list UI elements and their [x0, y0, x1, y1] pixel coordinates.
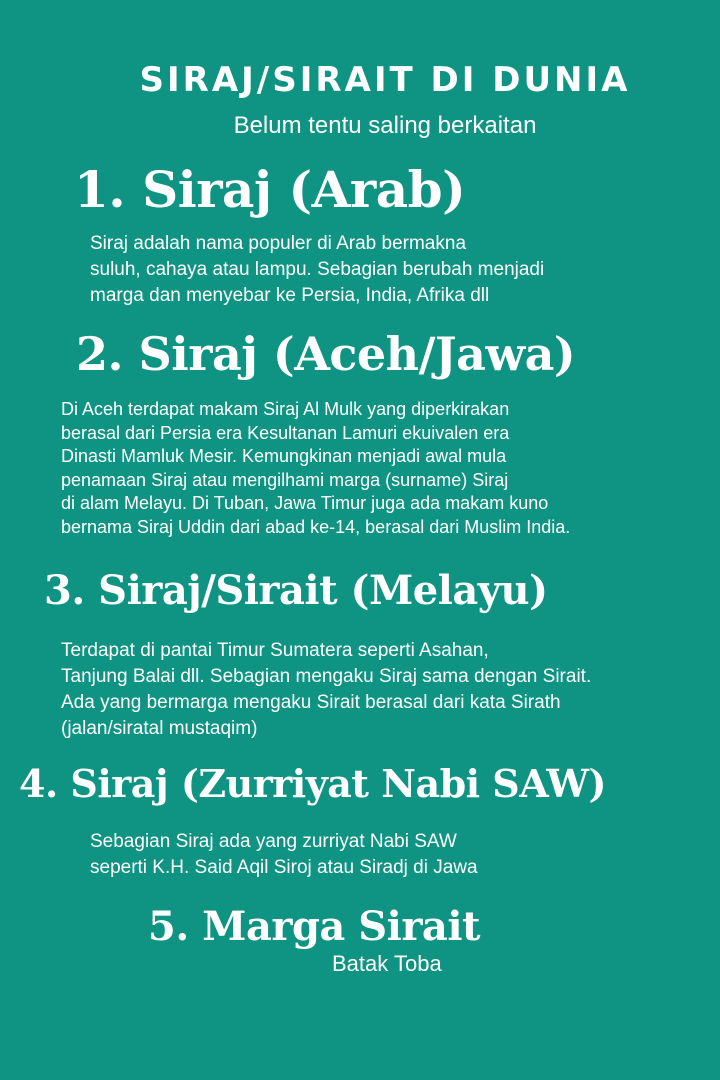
section-3-line: Ada yang bermarga mengaku Sirait berasal dari kata Sirath: [61, 692, 561, 713]
section-2-line: berasal dari Persia era Kesultanan Lamuri ekuivalen era: [61, 422, 510, 443]
page-subtitle: Belum tentu saling berkaitan: [233, 112, 537, 139]
section-4-heading: 4. Siraj (Zurriyat Nabi SAW): [19, 761, 606, 806]
section-4-text: [90, 829, 478, 881]
section-3-line: Tanjung Balai dll. Sebagian mengaku Siraj sama dengan Sirait.: [61, 666, 592, 687]
section-2-line: Dinasti Mamluk Mesir. Kemungkinan menjadi awal mula: [61, 446, 507, 466]
section-3-text: [61, 638, 591, 742]
section-3-heading: 3. Siraj/Sirait (Melayu): [44, 567, 548, 614]
section-1-line: suluh, cahaya atau lampu. Sebagian berubah menjadi: [90, 259, 545, 280]
section-1-line: Siraj adalah nama populer di Arab bermakna: [90, 233, 467, 254]
section-3-line: Terdapat di pantai Timur Sumatera seperti Asahan,: [61, 640, 489, 661]
section-2-line: bernama Siraj Uddin dari abad ke-14, berasal dari Muslim India.: [61, 516, 571, 537]
section-1-text: [90, 231, 544, 309]
section-4-line: Sebagian Siraj ada yang zurriyat Nabi SAW: [90, 831, 457, 852]
section-2-heading: 2. Siraj (Aceh/Jawa): [76, 327, 576, 381]
page-title: SIRAJ/SIRAIT DI DUNIA: [139, 60, 631, 100]
section-4-line: seperti K.H. Said Aqil Siroj atau Siradj di Jawa: [90, 857, 478, 878]
section-2-text: [61, 398, 570, 539]
section-1-heading: 1. Siraj (Arab): [74, 160, 466, 219]
section-5-caption: Batak Toba: [332, 951, 442, 976]
section-2-line: di alam Melayu. Di Tuban, Jawa Timur juga ada makam kuno: [61, 493, 549, 513]
section-2-line: penamaan Siraj atau mengilhami marga (surname) Siraj: [61, 469, 509, 490]
section-3-line: (jalan/siratal mustaqim): [61, 718, 258, 739]
section-5-heading: 5. Marga Sirait: [148, 903, 481, 950]
section-1-line: marga dan menyebar ke Persia, India, Afrika dll: [90, 285, 490, 306]
section-2-line: Di Aceh terdapat makam Siraj Al Mulk yang diperkirakan: [61, 399, 510, 419]
